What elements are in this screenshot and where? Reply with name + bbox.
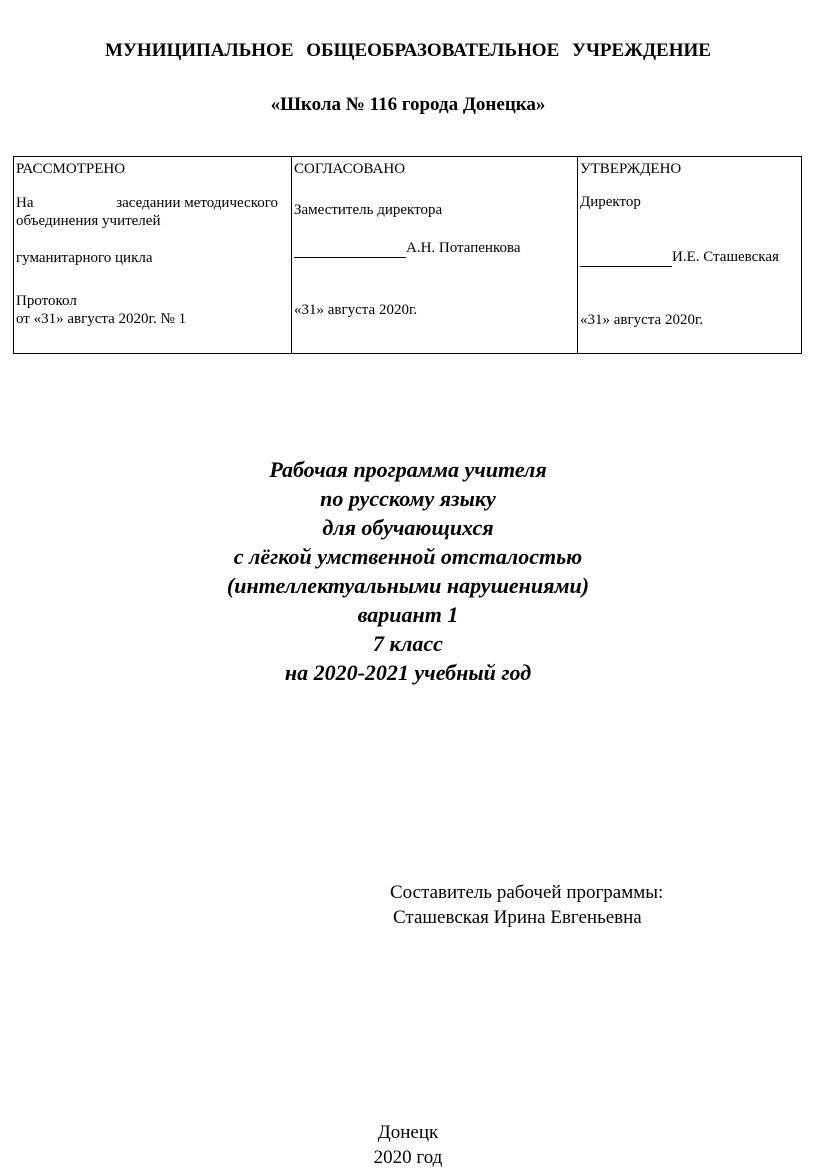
reviewed-line1-word: На bbox=[16, 195, 34, 211]
protocol-label: Протокол bbox=[16, 293, 77, 309]
compiler-name: Сташевская Ирина Евгеньевна bbox=[393, 907, 642, 928]
reviewed-line2: объединения учителей bbox=[16, 213, 161, 229]
program-title bbox=[0, 455, 816, 687]
footer-city: Донецк bbox=[377, 1122, 439, 1143]
reviewed-heading: РАССМОТРЕНО bbox=[16, 161, 126, 177]
title-line: для обучающихся bbox=[322, 515, 494, 540]
approved-name: И.Е. Сташевская bbox=[672, 249, 779, 265]
agreed-position: Заместитель директора bbox=[294, 202, 443, 218]
approved-date: «31» августа 2020г. bbox=[580, 312, 704, 328]
signature-line bbox=[294, 239, 406, 258]
title-line: вариант 1 bbox=[357, 602, 459, 627]
agreed-name: А.Н. Потапенкова bbox=[406, 240, 521, 256]
school-name: «Школа № 116 города Донецка» bbox=[270, 94, 546, 115]
institution-header: МУНИЦИПАЛЬНОЕ ОБЩЕОБРАЗОВАТЕЛЬНОЕ УЧРЕЖДЕНИЕ bbox=[105, 40, 711, 61]
compiler-label: Составитель рабочей программы: bbox=[390, 882, 664, 903]
agreed-date: «31» августа 2020г. bbox=[294, 302, 418, 318]
title-line: Рабочая программа учителя bbox=[269, 457, 547, 482]
signature-line bbox=[580, 248, 672, 267]
reviewed-line3: гуманитарного цикла bbox=[16, 250, 153, 266]
compiler-block bbox=[390, 880, 663, 930]
approved-signature bbox=[580, 248, 779, 267]
agreed-heading: СОГЛАСОВАНО bbox=[294, 161, 406, 177]
title-line: на 2020-2021 учебный год bbox=[284, 660, 532, 685]
title-line: с лёгкой умственной отсталостью bbox=[233, 544, 583, 569]
protocol-date: от «31» августа 2020г. № 1 bbox=[16, 311, 187, 327]
footer-year: 2020 год bbox=[373, 1147, 443, 1168]
approved-column bbox=[578, 157, 801, 353]
reviewed-line1 bbox=[16, 194, 278, 212]
reviewed-line1-rest: заседании методического bbox=[116, 195, 278, 211]
approval-table bbox=[13, 156, 802, 354]
reviewed-column bbox=[14, 157, 292, 353]
approved-heading: УТВЕРЖДЕНО bbox=[580, 161, 682, 177]
agreed-column bbox=[292, 157, 578, 353]
title-line: по русскому языку bbox=[320, 486, 496, 511]
agreed-signature bbox=[294, 239, 521, 258]
title-line: (интеллектуальными нарушениями) bbox=[226, 573, 590, 598]
approved-position: Директор bbox=[580, 194, 641, 210]
footer bbox=[0, 1120, 816, 1170]
title-line: 7 класс bbox=[373, 631, 443, 656]
